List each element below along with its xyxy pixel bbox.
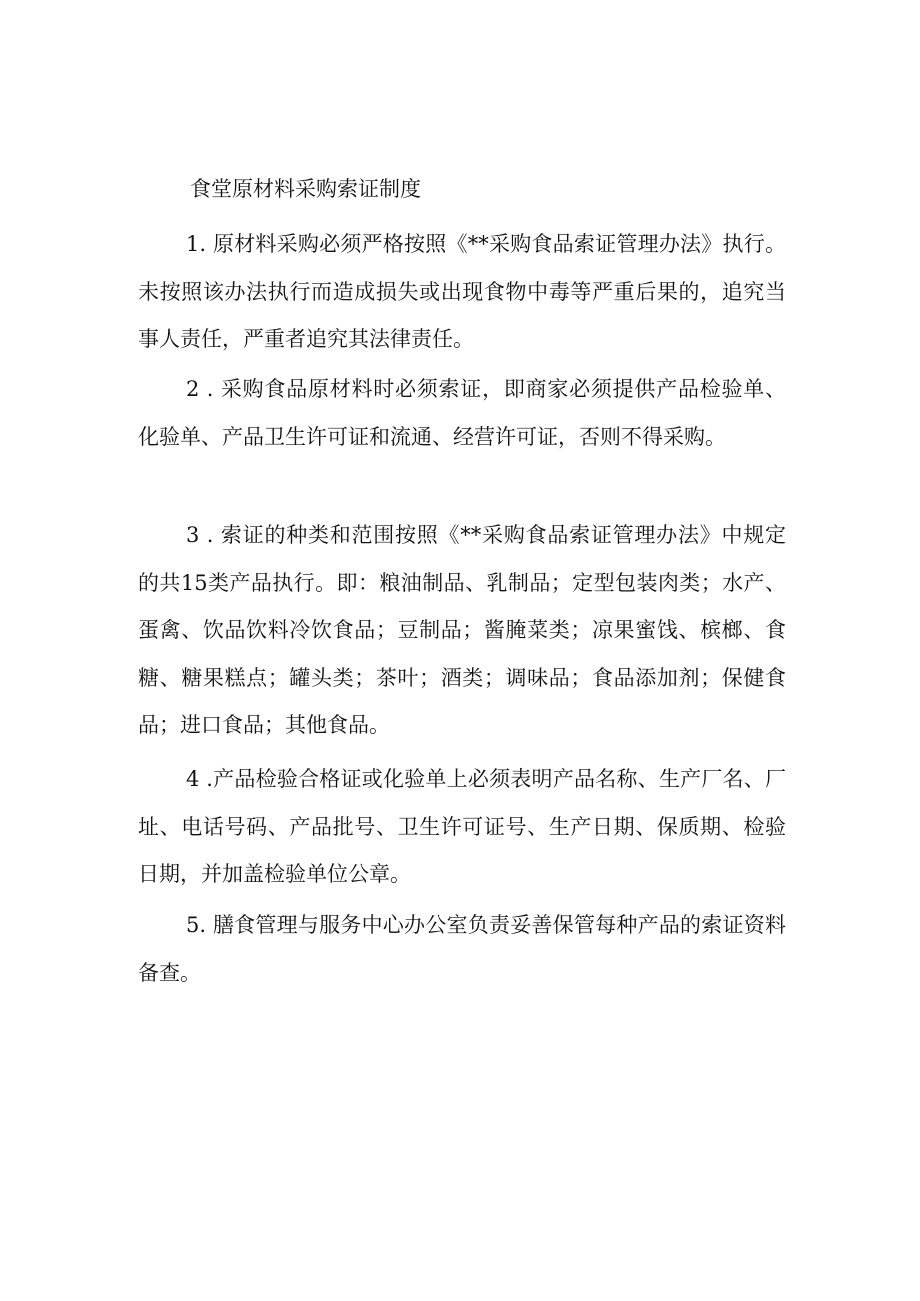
paragraph-4: 4 .产品检验合格证或化验单上必须表明产品名称、生产厂名、厂址、电话号码、产品批号、卫生许可证号、生产日期、保质期、检验日期，并加盖检验单位公章。 [138,767,786,886]
document-title: 食堂原材料采购索证制度 [190,177,421,201]
paragraph-2: 2 . 采购食品原材料时必须索证，即商家必须提供产品检验单、化验单、产品卫生许可证和流通、经营许可证，否则不得采购。 [138,377,786,449]
paragraph-3: 3 . 索证的种类和范围按照《**采购食品索证管理办法》中规定的共15类产品执行。即：粮油制品、乳制品；定型包装肉类；水产、蛋禽、饮品饮料冷饮食品；豆制品；酱腌菜类；凉果蜜饯、槟榔、食糖、糖果糕点；罐头类；茶叶；酒类；调味品；食品添加剂；保健食品；进口食品；其他食品。 [138,523,786,737]
paragraph-1: 1. 原材料采购必须严格按照《**采购食品索证管理办法》执行。未按照该办法执行而造成损失或出现食物中毒等严重后果的，追究当事人责任，严重者追究其法律责任。 [138,232,786,351]
paragraph-5: 5. 膳食管理与服务中心办公室负责妥善保管每种产品的索证资料备查。 [138,913,786,985]
